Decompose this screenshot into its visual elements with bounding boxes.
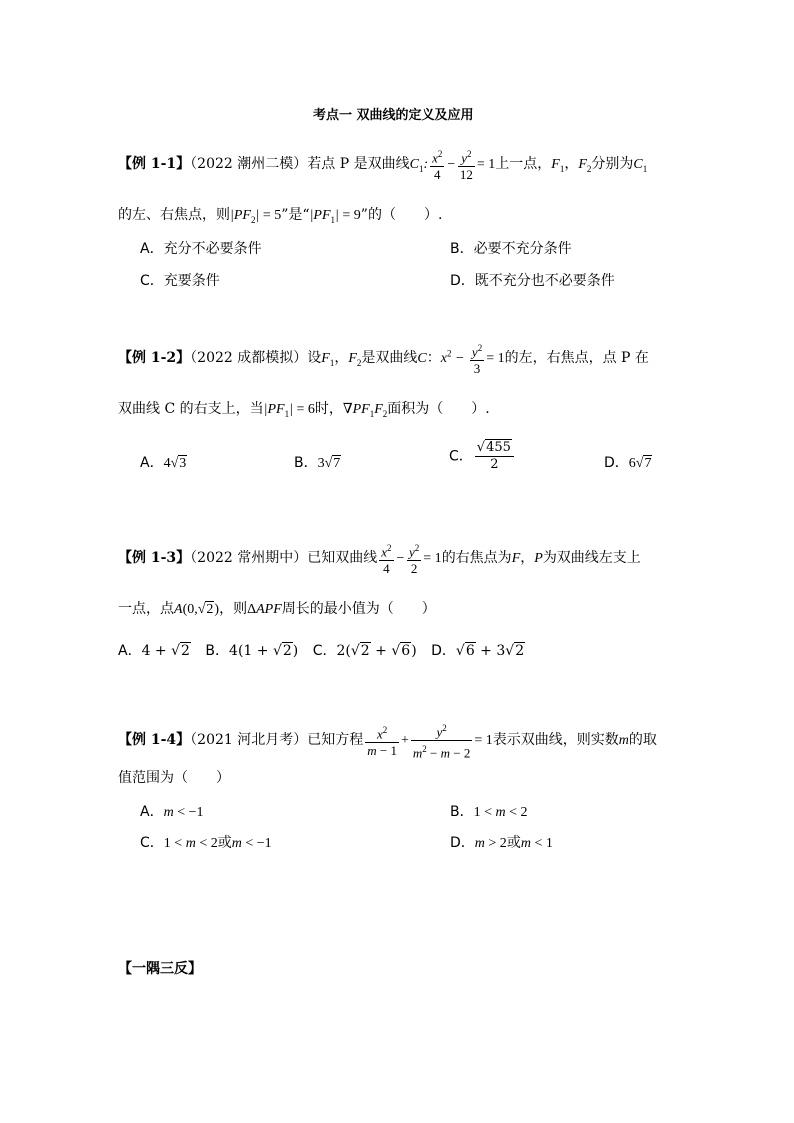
math-expression: $\nabla PF_1F_2$ bbox=[342, 402, 388, 419]
question-text: 是 bbox=[288, 207, 303, 223]
option-c[interactable]: C．充要条件 bbox=[140, 273, 220, 289]
question-text: 为双曲线左支上 bbox=[542, 549, 641, 566]
example-1-3-options bbox=[118, 640, 525, 660]
question-text: 时， bbox=[314, 401, 343, 417]
question-text: ，则 bbox=[219, 601, 248, 617]
math-expression: 4√3 bbox=[163, 456, 187, 471]
example-1-4-line2: 值范围为（ ） bbox=[118, 770, 230, 786]
question-text: 双曲线 C 的右支上，当 bbox=[118, 401, 264, 417]
example-1-1-line1 bbox=[118, 146, 647, 183]
section-title: 考点一 双曲线的定义及应用 bbox=[313, 108, 474, 123]
option-a[interactable]: A．4 + √2 bbox=[118, 643, 190, 659]
math-expression: m < 1 bbox=[520, 836, 553, 851]
math-expression: m < −1 bbox=[231, 836, 272, 851]
math-expression: m < −1 bbox=[163, 805, 204, 820]
question-text: 若点 P 是双曲线 bbox=[307, 155, 410, 172]
option-d[interactable]: D．m > 2或m < 1 bbox=[450, 835, 553, 851]
example-1-4-line1 bbox=[118, 720, 657, 762]
math-expression: 3√7 bbox=[317, 456, 341, 471]
math-expression: $\frac{x^2}{m - 1}$ + $\frac{y^2}{m^2 - m - 2}$ = 1 bbox=[363, 733, 493, 748]
question-text: 的右焦点为 bbox=[441, 549, 512, 566]
option-b[interactable]: B．1 < m < 2 bbox=[450, 804, 528, 820]
example-1-2-line2 bbox=[118, 398, 490, 419]
math-expression: 4 + √2 bbox=[141, 643, 190, 659]
math-expression: 4(1 + √2) bbox=[229, 643, 299, 659]
math-expression: ΔAPF bbox=[247, 602, 282, 617]
question-text: 上一点， bbox=[495, 155, 552, 172]
question-text: 表示双曲线，则实数 bbox=[492, 732, 619, 749]
example-tag: 【例 1-1】 bbox=[118, 155, 191, 172]
example-source: （2021 河北月考） bbox=[190, 732, 308, 749]
math-expression: F，P bbox=[511, 550, 543, 566]
option-a[interactable]: A．m < −1 bbox=[140, 804, 204, 820]
question-text: 是双曲线 bbox=[361, 349, 418, 366]
math-expression: $C_1$: $\frac{x^2}{4}$ − $\frac{y^2}{12}$ = 1 bbox=[410, 157, 496, 172]
question-text: 面积为（ ）. bbox=[387, 401, 490, 417]
question-text: 已知双曲线 bbox=[307, 549, 378, 566]
question-text: 的左、右焦点，则 bbox=[118, 207, 230, 223]
section-heading: 【一隅三反】 bbox=[118, 961, 202, 977]
option-c[interactable]: C． $\frac{√455}{2}$ bbox=[449, 440, 516, 473]
math-expression: $\frac{√455}{2}$ bbox=[475, 440, 514, 473]
option-c[interactable]: C．2(√2 + √6) bbox=[312, 643, 417, 659]
math-expression: √6 + 3√2 bbox=[455, 643, 525, 659]
question-text: ” bbox=[281, 207, 289, 223]
option-d[interactable]: D．既不充分也不必要条件 bbox=[450, 273, 615, 289]
math-expression: m > 2 bbox=[474, 836, 507, 851]
math-expression: $|PF_1| = 9$ bbox=[309, 208, 361, 225]
question-text: “ bbox=[302, 207, 310, 223]
example-1-1-line2 bbox=[118, 204, 442, 225]
question-text: ” bbox=[360, 207, 368, 223]
math-expression: $F_1$，$F_2$ bbox=[321, 350, 362, 368]
option-b[interactable]: B．3√7 bbox=[294, 455, 341, 471]
math-expression: $F_1$，$F_2$ bbox=[551, 156, 592, 174]
option-a[interactable]: A．4√3 bbox=[140, 455, 187, 471]
math-expression: $|PF_1| = 6$ bbox=[263, 402, 315, 419]
option-b[interactable]: B．必要不充分条件 bbox=[450, 241, 572, 257]
question-text: 周长的最小值为（ ） bbox=[281, 601, 436, 617]
example-source: （2022 常州期中） bbox=[190, 549, 308, 566]
example-tag: 【例 1-2】 bbox=[118, 349, 191, 366]
math-expression: 2(√2 + √6) bbox=[336, 643, 417, 659]
question-text: 的取 bbox=[628, 732, 657, 749]
question-text: 的（ ）. bbox=[367, 207, 443, 223]
math-expression: $C_1$ bbox=[633, 156, 648, 174]
example-1-3-line1 bbox=[118, 540, 641, 577]
option-b[interactable]: B．4(1 + √2) bbox=[205, 643, 299, 659]
math-expression: 1 < m < 2 bbox=[163, 836, 218, 851]
math-expression: A(0,√2) bbox=[174, 602, 220, 617]
question-text: 的左，右焦点，点 P 在 bbox=[504, 349, 649, 366]
option-d[interactable]: D．6√7 bbox=[604, 455, 652, 471]
example-source: （2022 成都模拟） bbox=[190, 349, 308, 366]
math-expression: C：$x^2$ − $\frac{y^2}{3}$ = 1 bbox=[417, 351, 504, 366]
math-expression: $|PF_2| = 5$ bbox=[230, 208, 282, 225]
question-text: 一点，点 bbox=[118, 601, 174, 617]
example-tag: 【例 1-3】 bbox=[118, 549, 191, 566]
math-expression: m bbox=[618, 733, 629, 749]
option-c[interactable]: C．1 < m < 2或m < −1 bbox=[140, 835, 272, 851]
example-tag: 【例 1-4】 bbox=[118, 732, 191, 749]
option-a[interactable]: A．充分不必要条件 bbox=[140, 241, 262, 257]
example-1-3-line2 bbox=[118, 598, 436, 618]
option-d[interactable]: D．√6 + 3√2 bbox=[431, 643, 525, 659]
example-source: （2022 潮州二模） bbox=[190, 155, 308, 172]
math-expression: 1 < m < 2 bbox=[473, 805, 528, 820]
math-expression: $\frac{x^2}{4}$ − $\frac{y^2}{2}$ = 1 bbox=[377, 551, 441, 566]
question-text: 已知方程 bbox=[307, 732, 364, 749]
math-expression: 6√7 bbox=[628, 456, 652, 471]
question-text: 设 bbox=[307, 349, 322, 366]
example-1-2-line1 bbox=[118, 340, 649, 377]
question-text: 分别为 bbox=[591, 155, 634, 172]
